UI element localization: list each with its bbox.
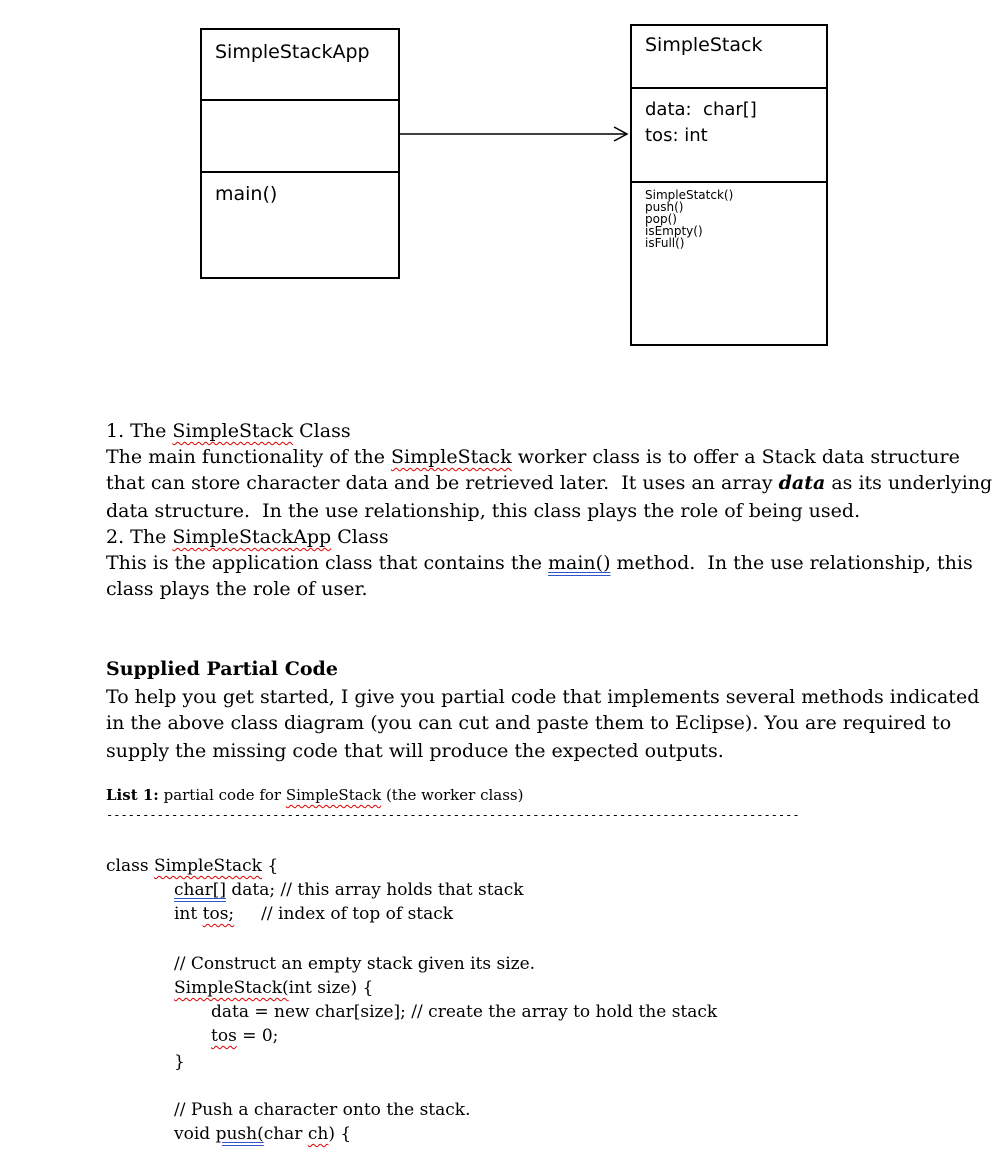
code-line2-rest: data; // this array holds that stack: [226, 880, 524, 900]
section1-line3: [106, 498, 860, 524]
stack-attribute-data: data: char[]: [645, 99, 757, 120]
supplied-line3: supply the missing code that will produce the expected outputs.: [106, 740, 724, 762]
section1-heading-class: SimpleStack: [172, 420, 294, 442]
list1-label: List 1:: [106, 786, 159, 804]
code-line-ctor-comment: // Construct an empty stack given its size.: [174, 954, 536, 974]
stack-method-push: push(): [645, 200, 684, 214]
section2-line2-text: class plays the role of user.: [106, 578, 368, 600]
section1-line2-a: that can store character data and be retrieved later. It uses an array: [106, 472, 779, 494]
code-line7-var: tos: [211, 1026, 237, 1046]
code-line-push-comment: // Push a character onto the stack.: [174, 1100, 471, 1120]
section1-line1-a: The main functionality of the: [106, 446, 391, 468]
code-line-alloc: [211, 1000, 717, 1024]
code-line-data: [174, 878, 524, 902]
section2-line1-b: method. In the use relationship, this: [610, 552, 973, 574]
code-line6-comment: // create the array to hold the stack: [405, 1002, 718, 1022]
code-line2-type: char[]: [174, 880, 226, 900]
code-line10-type: char: [263, 1124, 308, 1144]
section1-line1: [106, 444, 960, 470]
code-line10-brace: ) {: [328, 1124, 352, 1144]
code-line7-rest: = 0;: [236, 1026, 279, 1046]
code-line1-class: SimpleStack: [153, 856, 262, 876]
section1-heading: [106, 418, 351, 444]
supplied-heading: Supplied Partial Code: [106, 658, 338, 680]
section2-heading-suffix: Class: [331, 526, 389, 548]
code-line-tos: [174, 902, 453, 926]
list1-text-b: (the worker class): [381, 786, 524, 804]
list1-class-name: SimpleStack: [285, 786, 382, 804]
stack-method-pop: pop(): [645, 212, 677, 226]
supplied-line2: in the above class diagram (you can cut and paste them to Eclipse). You are required to: [106, 712, 952, 734]
stack-method-isfull: isFull(): [645, 236, 685, 250]
stack-class-name: SimpleStack: [645, 34, 763, 56]
app-method-main: main(): [215, 183, 278, 205]
stack-attribute-tos: tos: int: [645, 125, 708, 146]
section1-heading-suffix: Class: [293, 420, 351, 442]
uses-arrow: [0, 0, 996, 400]
list1-caption: [106, 786, 523, 804]
section1-line1-b: worker class is to offer a Stack data structure: [511, 446, 960, 468]
app-class-name: SimpleStackApp: [215, 41, 370, 63]
code-line-class: [106, 854, 278, 878]
code-line3-type: int: [174, 904, 203, 924]
section2-heading: [106, 524, 389, 550]
code-line10-name: push(: [215, 1124, 264, 1144]
code-line-close-brace: }: [174, 1052, 185, 1072]
section1-line3-text: data structure. In the use relationship, this class plays the role of being used.: [106, 500, 861, 522]
code-line10-void: void: [174, 1124, 216, 1144]
code-line-push: [174, 1122, 351, 1146]
list1-text-a: partial code for: [158, 786, 286, 804]
code-line5-rest: int size) {: [288, 978, 374, 998]
code-line6-stmt: data = new char[size];: [211, 1002, 406, 1022]
section2-line1-main: main(): [548, 552, 611, 574]
section1-heading-prefix: 1. The: [106, 420, 173, 442]
code-line-ctor: [174, 976, 373, 1000]
code-line1-brace: {: [261, 856, 279, 876]
list1-dashed-separator: ------------------------------------------------------------------------------------------------: [106, 808, 800, 822]
stack-method-constructor: SimpleStatck(): [645, 188, 734, 202]
code-line1-a: class: [106, 856, 154, 876]
section2-line2: [106, 576, 368, 602]
section2-line1-a: This is the application class that contains the: [106, 552, 549, 574]
code-line5-name: SimpleStack(: [174, 978, 289, 998]
code-line3-var: tos;: [202, 904, 235, 924]
code-line3-comment: // index of top of stack: [234, 904, 454, 924]
section2-heading-class: SimpleStackApp: [172, 526, 332, 548]
section2-line1: [106, 550, 973, 576]
section2-heading-prefix: 2. The: [106, 526, 173, 548]
code-line-tos-init: [211, 1024, 278, 1048]
code-line10-param: ch: [307, 1124, 329, 1144]
section1-line2-b: as its underlying: [825, 472, 993, 494]
section1-line1-class: SimpleStack: [390, 446, 512, 468]
stack-method-isempty: isEmpty(): [645, 224, 703, 238]
section1-line2-em: data: [778, 472, 826, 494]
section1-line2: [106, 470, 992, 496]
supplied-line1: To help you get started, I give you partial code that implements several methods indicated: [106, 686, 980, 708]
